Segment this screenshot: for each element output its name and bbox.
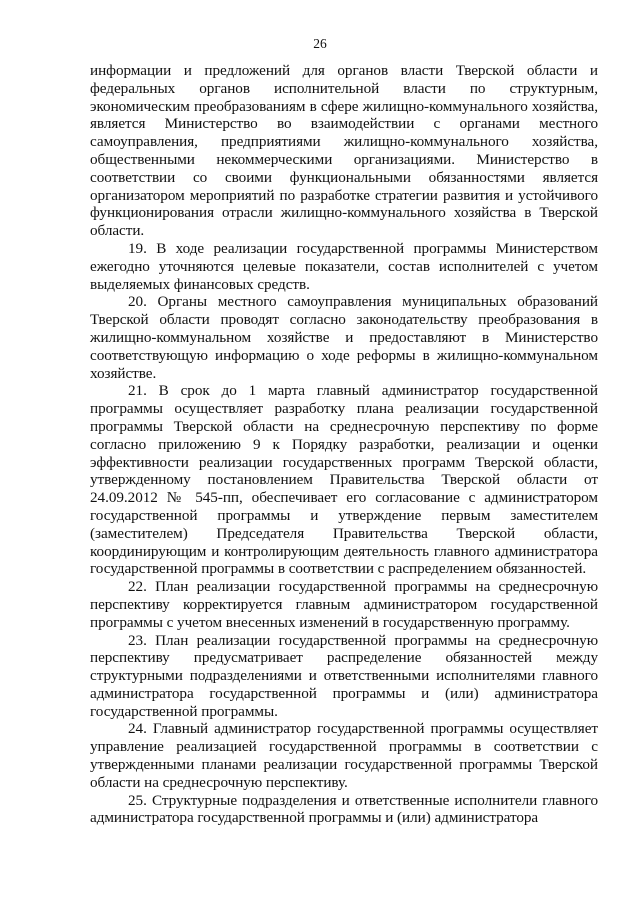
page-number: 26 — [313, 36, 327, 51]
paragraph-23: 23. План реализации государственной программы на среднесрочную перспективу предусматривает распределение обязанностей между структурными подразделениями и ответственными исполнителями главного администратора государственной программы и (или) администратора государственной программы. — [90, 631, 598, 720]
paragraph-continuation: информации и предложений для органов власти Тверской области и федеральных органов исполнительной власти по структурным, экономическим преобразованиям в сфере жилищно-коммунального хозяйства, является Министерство во взаимодействии с органами местного самоуправления, предприятиями жилищно-коммунального хозяйства, общественными некоммерческими организациями. Министерство в соответствии со своими функциональными обязанностями является организатором мероприятий по разработке стратегии развития и устойчивого функционирования отрасли жилищно-коммунального хозяйства в Тверской области. — [90, 62, 598, 240]
paragraph-19: 19. В ходе реализации государственной программы Министерством ежегодно уточняются целевые показатели, состав исполнителей с учетом выделяемых финансовых средств. — [90, 239, 598, 293]
document-body — [90, 62, 598, 827]
paragraph-22: 22. План реализации государственной программы на среднесрочную перспективу корректируется главным администратором государственной программы с учетом внесенных изменений в государственную программу. — [90, 578, 598, 631]
paragraph-21: 21. В срок до 1 марта главный администратор государственной программы осуществляет разработку плана реализации государственной программы Тверской области на среднесрочную перспективу по форме согласно приложению 9 к Порядку разработки, реализации и оценки эффективности реализации государственных программ Тверской области, утвержденному постановлением Правительства Тверской области от 24.09.2012 № 545-пп, обеспечивает его согласование с администратором государственной программы и утверждение первым заместителем (заместителем) Председателя Правительства Тверской области, координирующим и контролирующим деятельность главного администратора государственной программы в соответствии с распределением обязанностей. — [90, 382, 598, 578]
paragraph-20: 20. Органы местного самоуправления муниципальных образований Тверской области проводят согласно законодательству преобразования в жилищно-коммунальном хозяйстве и предоставляют в Министерство соответствующую информацию о ходе реформы в жилищно-коммунальном хозяйстве. — [90, 293, 598, 382]
paragraph-25: 25. Структурные подразделения и ответственные исполнители главного администратора государственной программы и (или) администратора — [90, 791, 598, 827]
paragraph-24: 24. Главный администратор государственной программы осуществляет управление реализацией государственной программы в соответствии с утвержденными планами реализации государственной программы Тверской области на среднесрочную перспективу. — [90, 720, 598, 791]
